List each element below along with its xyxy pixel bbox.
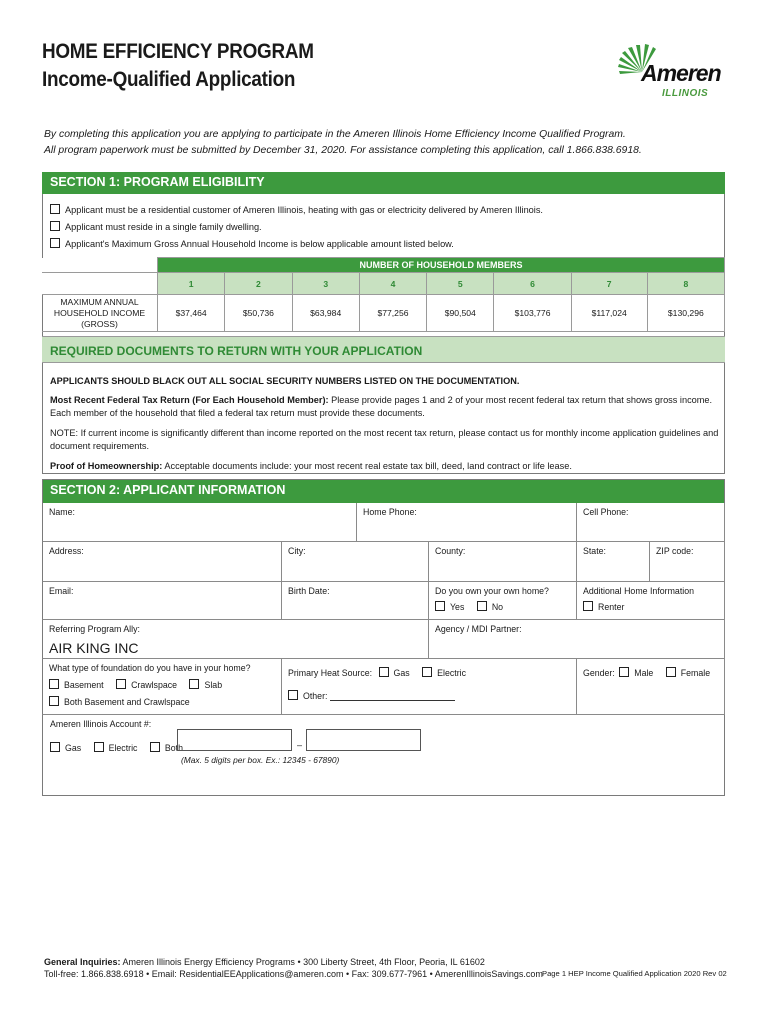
home-phone-field[interactable]: Home Phone: bbox=[357, 503, 577, 542]
foundation-question: What type of foundation do you have in your home? Basement Crawlspace Slab Both Basement and Crawlspace bbox=[42, 659, 282, 715]
income-note: NOTE: If current income is significantly different than income reported on the most recent tax return, please contact us for monthly income application guidelines and document requirements. bbox=[50, 428, 719, 451]
additional-home-info: Additional Home Information Renter bbox=[577, 582, 725, 620]
crawlspace-checkbox[interactable] bbox=[116, 679, 126, 689]
own-no-checkbox[interactable] bbox=[477, 601, 487, 611]
account-electric-checkbox[interactable] bbox=[94, 742, 104, 752]
gender-question: Gender: Male Female bbox=[577, 659, 725, 715]
table-corner bbox=[42, 273, 158, 295]
income-limit: $63,984 bbox=[292, 295, 359, 332]
tax-return-requirement: Most Recent Federal Tax Return (For Each Household Member): Please provide pages 1 and 2 of your most recent federal tax return that shows gross income. Each member of the household that filed a federal tax return must provide these documents. bbox=[50, 395, 713, 418]
member-count: 4 bbox=[359, 273, 426, 295]
income-limit: $90,504 bbox=[427, 295, 494, 332]
income-limit: $50,736 bbox=[225, 295, 292, 332]
state-field[interactable]: State: bbox=[577, 542, 650, 582]
checkbox[interactable] bbox=[50, 238, 60, 248]
own-home-question: Do you own your own home? Yes No bbox=[429, 582, 577, 620]
referring-ally-value: AIR KING INC bbox=[49, 640, 139, 656]
checkbox[interactable] bbox=[50, 204, 60, 214]
name-field[interactable]: Name: bbox=[42, 503, 357, 542]
member-count: 8 bbox=[647, 273, 724, 295]
slab-checkbox[interactable] bbox=[189, 679, 199, 689]
address-field[interactable]: Address: bbox=[42, 542, 282, 582]
member-count: 1 bbox=[158, 273, 225, 295]
cell-phone-field[interactable]: Cell Phone: bbox=[577, 503, 725, 542]
income-limit: $117,024 bbox=[571, 295, 647, 332]
income-limit: $77,256 bbox=[359, 295, 426, 332]
logo-subtitle: ILLINOIS bbox=[662, 88, 709, 99]
renter-checkbox[interactable] bbox=[583, 601, 593, 611]
intro-line-1: By completing this application you are applying to participate in the Ameren Illinois Home Efficiency Income Qualified Program. bbox=[44, 129, 626, 140]
section2-header: SECTION 2: APPLICANT INFORMATION bbox=[42, 479, 725, 503]
member-count: 5 bbox=[427, 273, 494, 295]
agency-partner-field[interactable]: Agency / MDI Partner: bbox=[429, 620, 725, 659]
eligibility-item-3: Applicant's Maximum Gross Annual Household Income is below applicable amount listed below. bbox=[50, 238, 454, 249]
email-field[interactable]: Email: bbox=[42, 582, 282, 620]
account-both-checkbox[interactable] bbox=[150, 742, 160, 752]
row-label: MAXIMUM ANNUAL HOUSEHOLD INCOME (GROSS) bbox=[42, 295, 158, 332]
household-income-table bbox=[42, 257, 725, 332]
general-inquiries: General Inquiries: Ameren Illinois Energy Efficiency Programs • 300 Liberty Street, 4th Floor, Peoria, IL 61602 bbox=[44, 957, 485, 967]
heat-gas-checkbox[interactable] bbox=[379, 667, 389, 677]
member-count: 2 bbox=[225, 273, 292, 295]
ssn-warning: APPLICANTS SHOULD BLACK OUT ALL SOCIAL SECURITY NUMBERS LISTED ON THE DOCUMENTATION. bbox=[50, 376, 520, 386]
gender-female-checkbox[interactable] bbox=[666, 667, 676, 677]
account-number-box-1[interactable] bbox=[177, 729, 292, 751]
account-label: Ameren Illinois Account #: bbox=[50, 719, 152, 729]
required-documents-header: REQUIRED DOCUMENTS TO RETURN WITH YOUR APPLICATION bbox=[42, 336, 725, 363]
county-field[interactable]: County: bbox=[429, 542, 577, 582]
income-limit: $103,776 bbox=[494, 295, 571, 332]
intro-line-2: All program paperwork must be submitted by December 31, 2020. For assistance completing this application, call 1.866.838.6918. bbox=[44, 145, 642, 156]
heat-other-input[interactable] bbox=[330, 700, 455, 701]
table-corner bbox=[42, 258, 158, 273]
own-yes-checkbox[interactable] bbox=[435, 601, 445, 611]
heat-electric-checkbox[interactable] bbox=[422, 667, 432, 677]
member-count: 6 bbox=[494, 273, 571, 295]
contact-info: Toll-free: 1.866.838.6918 • Email: ResidentialEEApplications@ameren.com • Fax: 309.677-7961 • AmerenIllinoisSavings.com bbox=[44, 969, 543, 979]
basement-checkbox[interactable] bbox=[49, 679, 59, 689]
city-field[interactable]: City: bbox=[282, 542, 429, 582]
account-format-note: (Max. 5 digits per box. Ex.: 12345 - 67890) bbox=[181, 755, 340, 765]
member-count: 7 bbox=[571, 273, 647, 295]
member-count: 3 bbox=[292, 273, 359, 295]
application-subtitle: Income-Qualified Application bbox=[42, 68, 296, 91]
account-gas-checkbox[interactable] bbox=[50, 742, 60, 752]
both-basement-crawlspace-checkbox[interactable] bbox=[49, 696, 59, 706]
heat-source-question: Primary Heat Source: Gas Electric Other: bbox=[282, 659, 577, 715]
logo-wordmark: Ameren bbox=[641, 60, 721, 86]
account-type-options: Gas Electric Both bbox=[50, 742, 183, 753]
program-title: HOME EFFICIENCY PROGRAM bbox=[42, 40, 314, 63]
homeownership-requirement: Proof of Homeownership: Acceptable documents include: your most recent real estate tax bill, deed, land contract or life lease. bbox=[50, 461, 572, 471]
section1-header: SECTION 1: PROGRAM ELIGIBILITY bbox=[42, 172, 725, 194]
eligibility-item-2: Applicant must reside in a single family dwelling. bbox=[50, 221, 262, 232]
account-dash: – bbox=[297, 740, 303, 750]
referring-ally-field[interactable]: Referring Program Ally: AIR KING INC bbox=[42, 620, 429, 659]
zip-field[interactable]: ZIP code: bbox=[650, 542, 725, 582]
eligibility-item-1: Applicant must be a residential customer of Ameren Illinois, heating with gas or electricity delivered by Ameren Illinois. bbox=[50, 204, 543, 215]
gender-male-checkbox[interactable] bbox=[619, 667, 629, 677]
checkbox[interactable] bbox=[50, 221, 60, 231]
income-limit: $37,464 bbox=[158, 295, 225, 332]
table-header: NUMBER OF HOUSEHOLD MEMBERS bbox=[158, 258, 725, 273]
income-limit: $130,296 bbox=[647, 295, 724, 332]
birth-date-field[interactable]: Birth Date: bbox=[282, 582, 429, 620]
heat-other-checkbox[interactable] bbox=[288, 690, 298, 700]
page-info: Page 1 HEP Income Qualified Application 2020 Rev 02 bbox=[542, 969, 727, 978]
account-number-box-2[interactable] bbox=[306, 729, 421, 751]
